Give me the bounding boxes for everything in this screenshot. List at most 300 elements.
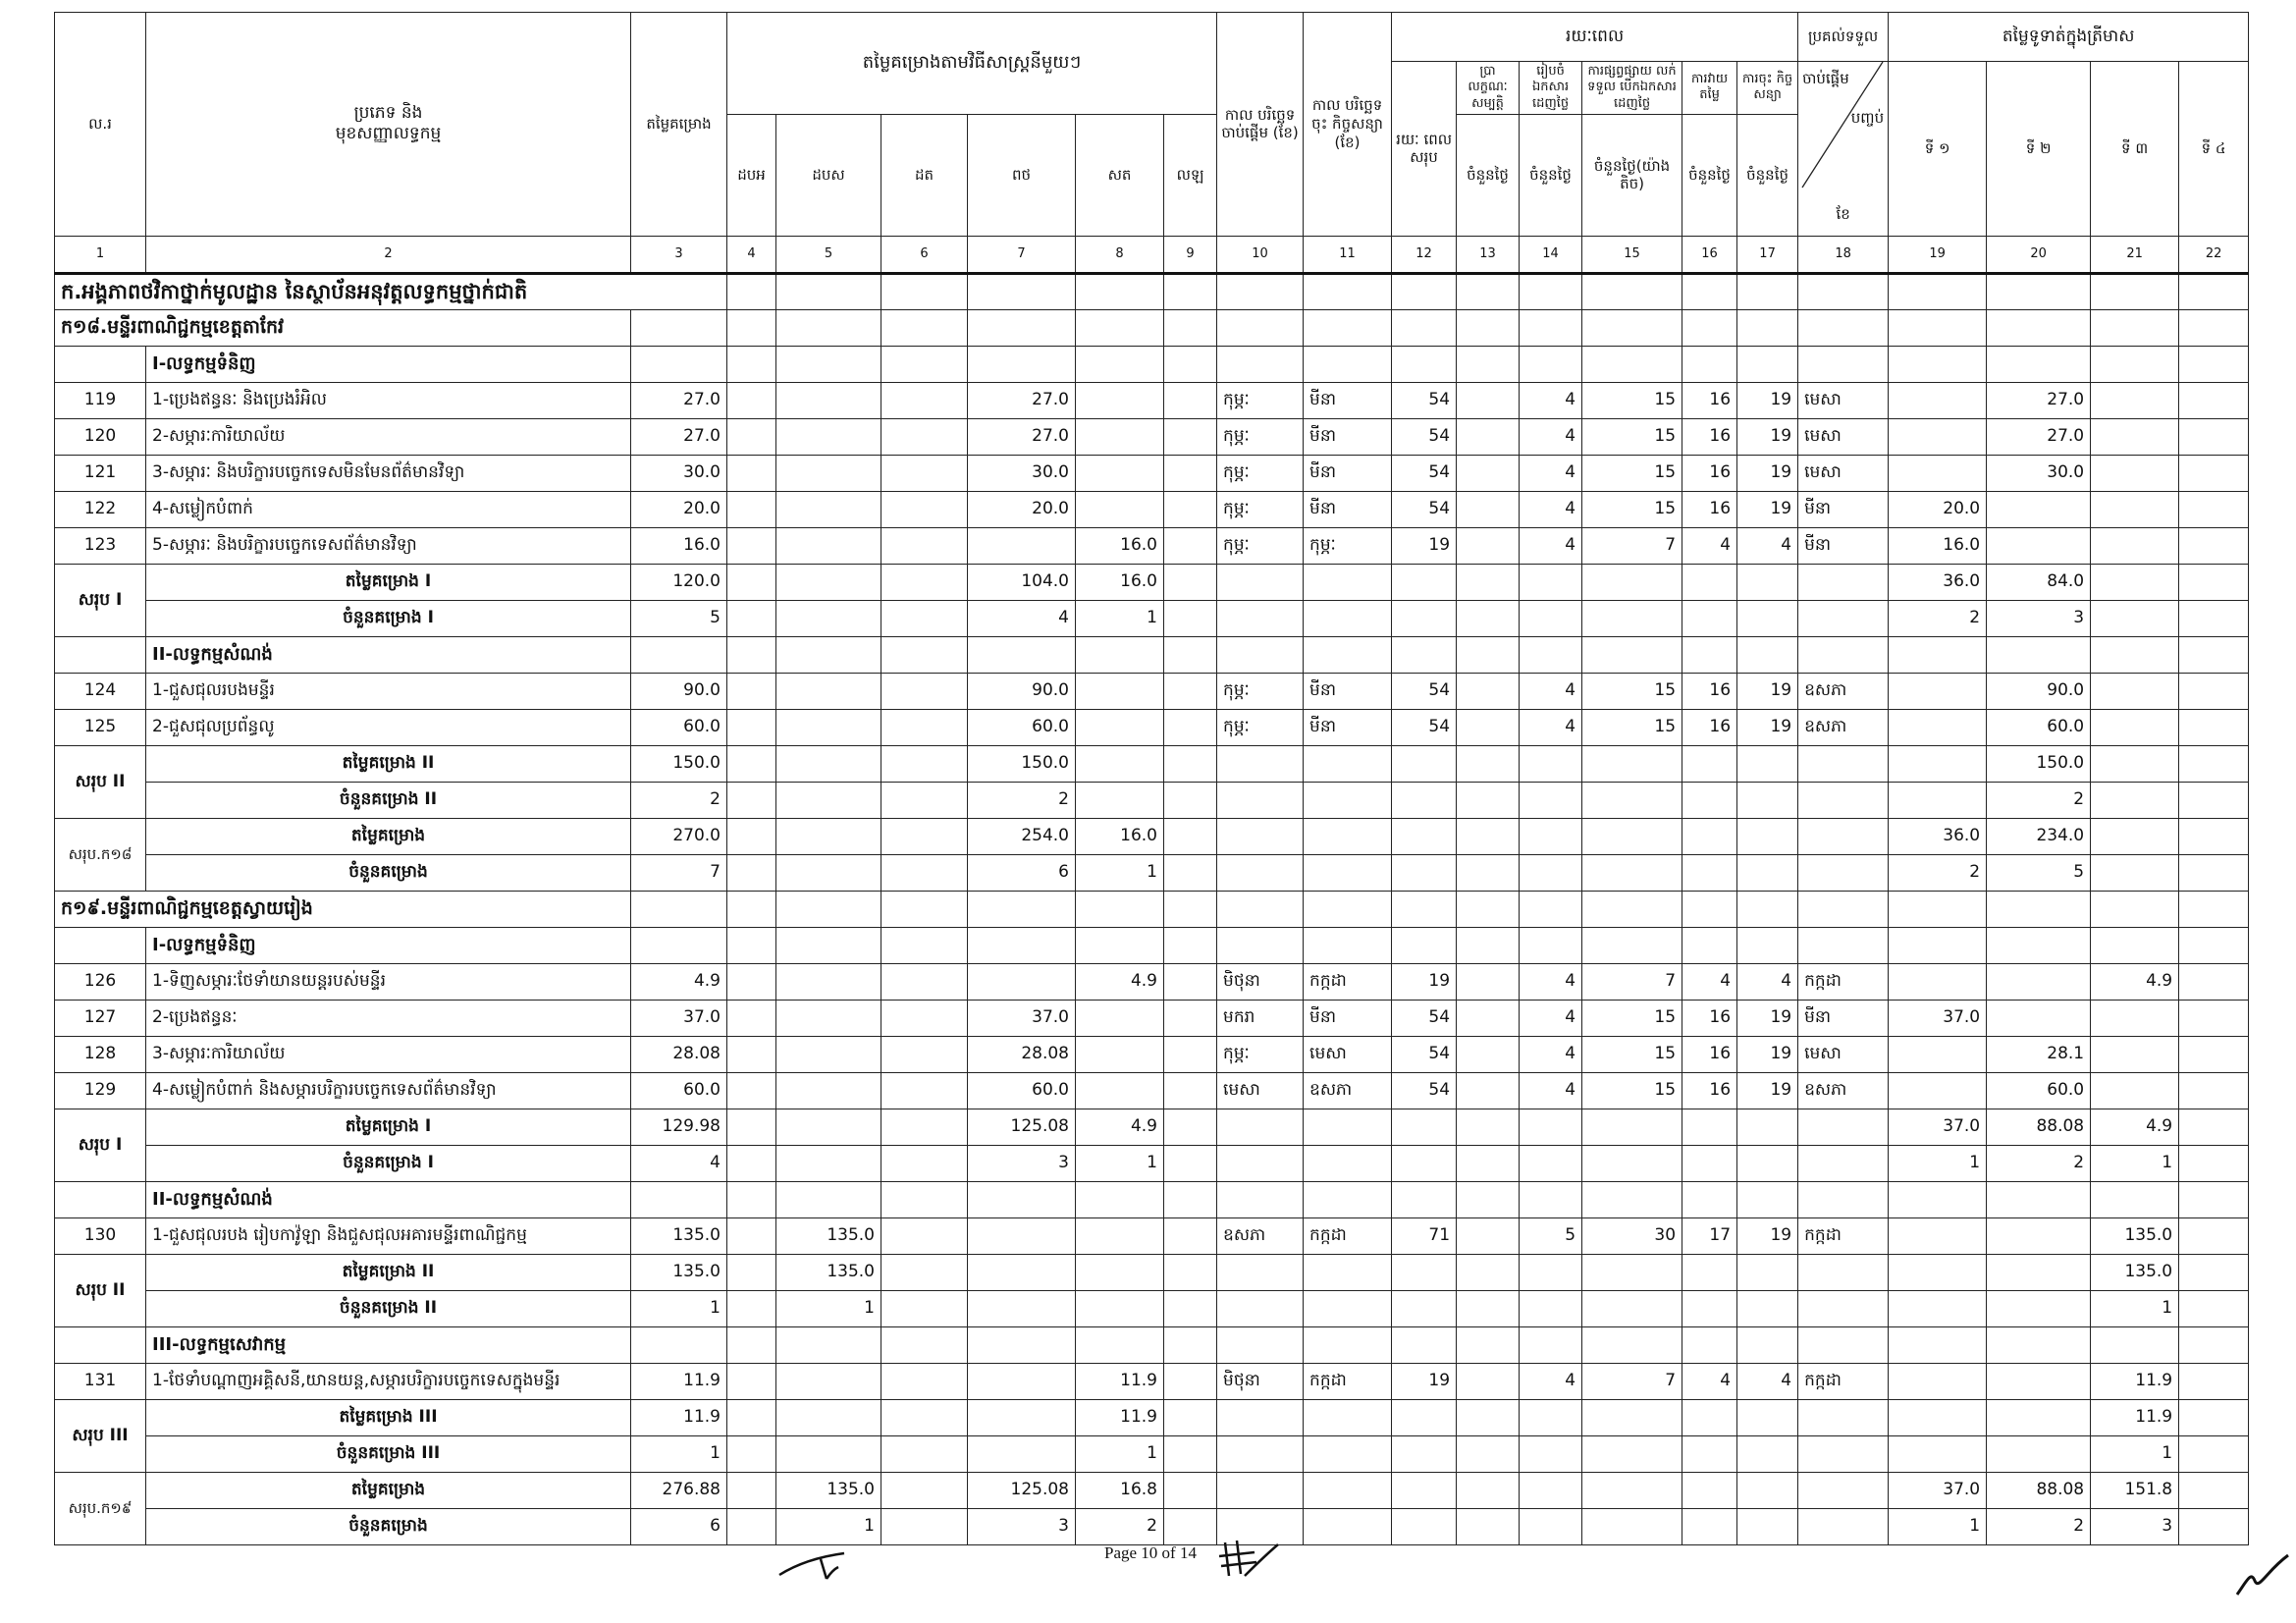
col-5: [776, 455, 881, 491]
subtotal-row: [55, 818, 2249, 854]
col-21: [2091, 455, 2179, 491]
col-7: 27.0: [968, 382, 1076, 418]
subtotal-row: [55, 1399, 2249, 1435]
col-7: 104.0: [968, 564, 1076, 600]
empty-cell: [1737, 309, 1798, 346]
col-5: [776, 854, 881, 891]
col-9: [1164, 1508, 1217, 1544]
col-4: [727, 1399, 776, 1435]
empty-cell: [1392, 346, 1457, 382]
col-17: 4: [1737, 963, 1798, 1000]
col-21: [2091, 1072, 2179, 1109]
col-14: 4: [1520, 1000, 1582, 1036]
empty-cell: [1217, 1399, 1304, 1435]
empty-cell: [968, 346, 1076, 382]
empty-cell: [1076, 891, 1164, 927]
col-11: កក្កដា: [1304, 1217, 1392, 1254]
empty-cell: [881, 636, 968, 673]
col-11: កុម្ភៈ: [1304, 527, 1392, 564]
header-method-dbs: ដបស: [776, 114, 881, 236]
col-9: [1164, 564, 1217, 600]
empty-cell: [1457, 1290, 1520, 1326]
empty-cell: [776, 927, 881, 963]
col-8: [1076, 491, 1164, 527]
col-17: 19: [1737, 1000, 1798, 1036]
empty-cell: [1457, 818, 1520, 854]
empty-cell: [1304, 1508, 1392, 1544]
col-18: កក្កដា: [1798, 1217, 1889, 1254]
header-sign-period: កាល បរិច្ឆេទចុះ កិច្ចសន្យា (ខែ): [1304, 13, 1392, 237]
header-no: ល.រ: [55, 13, 146, 237]
col-10: កុម្ភៈ: [1217, 382, 1304, 418]
col-5: [776, 782, 881, 818]
empty-cell: [1798, 1435, 1889, 1472]
empty-cell: [1582, 1109, 1682, 1145]
col-8: [1076, 1036, 1164, 1072]
empty-cell: [1076, 927, 1164, 963]
empty-cell: [1987, 891, 2091, 927]
header-method-ll: លឡ: [1164, 114, 1217, 236]
col-3: 1: [631, 1290, 727, 1326]
col-15: 15: [1582, 418, 1682, 455]
subtotal-row: [55, 564, 2249, 600]
empty-cell: [1582, 818, 1682, 854]
col-20: [1987, 1435, 2091, 1472]
empty-cell: [1392, 1435, 1457, 1472]
col-9: [1164, 1145, 1217, 1181]
empty-cell: [1582, 309, 1682, 346]
col-17: 19: [1737, 382, 1798, 418]
empty-cell: [1798, 745, 1889, 782]
empty-cell: [1520, 600, 1582, 636]
subtotal-label: សរុប I: [55, 564, 146, 636]
empty-cell: [1889, 891, 1987, 927]
col-8: [1076, 382, 1164, 418]
empty-cell: [1164, 891, 1217, 927]
column-number: 21: [2091, 236, 2179, 273]
empty-cell: [1076, 346, 1164, 382]
empty-cell: [1737, 1145, 1798, 1181]
col-19: 1: [1889, 1145, 1987, 1181]
col-15: 15: [1582, 709, 1682, 745]
empty-cell: [727, 1181, 776, 1217]
empty-cell: [968, 636, 1076, 673]
col-4: [727, 1363, 776, 1399]
col-21: [2091, 782, 2179, 818]
subtotal-row: [55, 1472, 2249, 1508]
column-number: 6: [881, 236, 968, 273]
col-21: [2091, 527, 2179, 564]
subtotal-text: តម្លៃគម្រោង I: [146, 1109, 631, 1145]
col-8: [1076, 1217, 1164, 1254]
col-13: [1457, 963, 1520, 1000]
col-7: [968, 527, 1076, 564]
col-14: 4: [1520, 527, 1582, 564]
column-number: 7: [968, 236, 1076, 273]
col-8: 16.0: [1076, 564, 1164, 600]
col-22: [2179, 382, 2249, 418]
subtotal-text: ចំនួនគម្រោង II: [146, 782, 631, 818]
col-9: [1164, 382, 1217, 418]
subtotal-label: សរុប.ក១៩: [55, 1472, 146, 1544]
section-row: [55, 891, 2249, 927]
empty-cell: [1682, 600, 1737, 636]
col-20: 90.0: [1987, 673, 2091, 709]
col-9: [1164, 455, 1217, 491]
col-10: មិថុនា: [1217, 963, 1304, 1000]
empty-cell: [1457, 1508, 1520, 1544]
initials-mark-center: [1215, 1537, 1284, 1584]
empty-cell: [1217, 636, 1304, 673]
empty-cell: [1520, 1472, 1582, 1508]
col-3: 5: [631, 600, 727, 636]
group-title: I-លទ្ធកម្មទំនិញ: [146, 346, 631, 382]
col-8: 11.9: [1076, 1399, 1164, 1435]
col-20: [1987, 491, 2091, 527]
col-22: [2179, 1435, 2249, 1472]
col-20: [1987, 1399, 2091, 1435]
group-row: [55, 1326, 2249, 1363]
header-methods-group: តម្លៃគម្រោងតាមវិធីសាស្ត្រនីមួយៗ: [727, 13, 1217, 115]
col-19: [1889, 963, 1987, 1000]
col-9: [1164, 673, 1217, 709]
subtotal-row: [55, 1254, 2249, 1290]
col-7: 37.0: [968, 1000, 1076, 1036]
header-delivery: ប្រគល់ទទួល: [1798, 13, 1889, 62]
subtotal-text: ចំនួនគម្រោង: [146, 854, 631, 891]
item-name: 2-ជួសជុលប្រព័ន្ធលូ: [146, 709, 631, 745]
empty-cell: [1392, 782, 1457, 818]
empty-cell: [1392, 745, 1457, 782]
col-22: [2179, 1000, 2249, 1036]
col-5: [776, 1363, 881, 1399]
col-7: 60.0: [968, 1072, 1076, 1109]
column-number: 11: [1304, 236, 1392, 273]
item-no: 127: [55, 1000, 146, 1036]
col-6: [881, 491, 968, 527]
empty-cell: [1737, 782, 1798, 818]
empty-cell: [1304, 782, 1392, 818]
empty-cell: [1798, 636, 1889, 673]
column-number: 18: [1798, 236, 1889, 273]
col-10: ឧសភា: [1217, 1217, 1304, 1254]
empty-cell: [1457, 636, 1520, 673]
group-row: [55, 346, 2249, 382]
empty-cell: [1520, 636, 1582, 673]
column-number: 14: [1520, 236, 1582, 273]
col-22: [2179, 1072, 2249, 1109]
empty-cell: [1164, 636, 1217, 673]
col-21: [2091, 673, 2179, 709]
col-19: [1889, 782, 1987, 818]
col-20: 5: [1987, 854, 2091, 891]
col-19: 16.0: [1889, 527, 1987, 564]
col-3: 11.9: [631, 1399, 727, 1435]
col-11: កក្កដា: [1304, 963, 1392, 1000]
empty-cell: [881, 346, 968, 382]
col-18: កក្កដា: [1798, 963, 1889, 1000]
col-12: 54: [1392, 1036, 1457, 1072]
col-9: [1164, 1000, 1217, 1036]
empty-cell: [1582, 854, 1682, 891]
col-10: កុម្ភៈ: [1217, 418, 1304, 455]
col-19: 37.0: [1889, 1472, 1987, 1508]
header-delivery-start-end: [1798, 62, 1889, 237]
item-no: 123: [55, 527, 146, 564]
item-name: 1-ជួសជុលរបង រៀបកាវ៉ូឡា និងជួសជុលអគារមន្ទីរពាណិជ្ជកម្ម: [146, 1217, 631, 1254]
empty-cell: [727, 927, 776, 963]
col-20: 88.08: [1987, 1109, 2091, 1145]
item-no: 128: [55, 1036, 146, 1072]
col-14: 4: [1520, 455, 1582, 491]
col-7: 90.0: [968, 673, 1076, 709]
col-5: [776, 527, 881, 564]
col-4: [727, 709, 776, 745]
empty-cell: [1889, 346, 1987, 382]
empty-cell: [1304, 818, 1392, 854]
col-13: [1457, 673, 1520, 709]
col-21: 1: [2091, 1435, 2179, 1472]
title-row: ក.អង្គភាពថវិកាថ្នាក់មូលដ្ឋាន នៃស្ថាប័នអនុវត្តលទ្ធកម្មថ្នាក់ជាតិ: [55, 273, 727, 309]
col-12: 19: [1392, 527, 1457, 564]
col-4: [727, 1472, 776, 1508]
empty-cell: [1682, 854, 1737, 891]
empty-cell: [1457, 564, 1520, 600]
empty-cell: [2179, 636, 2249, 673]
col-22: [2179, 1036, 2249, 1072]
empty-cell: [2091, 891, 2179, 927]
empty-cell: [1457, 1472, 1520, 1508]
col-12: 54: [1392, 382, 1457, 418]
col-9: [1164, 963, 1217, 1000]
col-22: [2179, 527, 2249, 564]
item-name: 2-សម្ភារៈការិយាល័យ: [146, 418, 631, 455]
item-name: 2-ប្រេងឥន្ធនៈ: [146, 1000, 631, 1036]
header-q1: ទី ១: [1889, 62, 1987, 237]
col-22: [2179, 1363, 2249, 1399]
empty-cell: [2091, 309, 2179, 346]
empty-cell: [1457, 854, 1520, 891]
group-row: [55, 636, 2249, 673]
col-10: កុម្ភៈ: [1217, 455, 1304, 491]
subtotal-label: សរុប III: [55, 1399, 146, 1472]
empty-cell: [1304, 854, 1392, 891]
empty-cell: [1682, 1109, 1737, 1145]
empty-cell: [1217, 1290, 1304, 1326]
col-3: 60.0: [631, 709, 727, 745]
col-5: [776, 1109, 881, 1145]
empty-cell: [2091, 1181, 2179, 1217]
empty-cell: [1304, 1326, 1392, 1363]
col-6: [881, 745, 968, 782]
col-9: [1164, 1036, 1217, 1072]
col-21: 11.9: [2091, 1363, 2179, 1399]
header-duration-group: រយៈពេល: [1392, 13, 1798, 62]
empty-cell: [727, 309, 776, 346]
col-21: [2091, 491, 2179, 527]
col-3: 16.0: [631, 527, 727, 564]
col-5: [776, 564, 881, 600]
empty-cell: [1392, 1326, 1457, 1363]
empty-cell: [1798, 564, 1889, 600]
empty-cell: [1164, 927, 1217, 963]
col-21: [2091, 818, 2179, 854]
col-3: 129.98: [631, 1109, 727, 1145]
col-22: [2179, 564, 2249, 600]
header-delivery-end: បញ្ចប់: [1850, 109, 1885, 127]
col-20: 88.08: [1987, 1472, 2091, 1508]
item-no: 125: [55, 709, 146, 745]
header-method-dbo: ដបអ: [727, 114, 776, 236]
col-8: 16.0: [1076, 818, 1164, 854]
col-4: [727, 418, 776, 455]
header-delivery-month: ខែ: [1836, 205, 1850, 223]
empty-cell: [1304, 1290, 1392, 1326]
col-12: 71: [1392, 1217, 1457, 1254]
column-number: 2: [146, 236, 631, 273]
col-5: [776, 491, 881, 527]
col-13: [1457, 1363, 1520, 1399]
col-4: [727, 527, 776, 564]
empty-cell: [1682, 1399, 1737, 1435]
col-18: មីនា: [1798, 491, 1889, 527]
col-4: [727, 491, 776, 527]
empty-cell: [1737, 346, 1798, 382]
col-3: 150.0: [631, 745, 727, 782]
empty-cell: [1392, 891, 1457, 927]
col-20: 3: [1987, 600, 2091, 636]
col-16: 4: [1682, 1363, 1737, 1399]
empty-cell: [1217, 309, 1304, 346]
empty-cell: [1798, 927, 1889, 963]
empty-cell: [1076, 636, 1164, 673]
empty-cell: [776, 636, 881, 673]
empty-cell: [55, 1181, 146, 1217]
empty-cell: [1304, 564, 1392, 600]
col-16: 16: [1682, 1072, 1737, 1109]
empty-cell: [1520, 309, 1582, 346]
col-3: 270.0: [631, 818, 727, 854]
col-17: 4: [1737, 527, 1798, 564]
col-7: 60.0: [968, 709, 1076, 745]
col-15: 15: [1582, 1036, 1682, 1072]
header-delivery-start: ចាប់ផ្តើម: [1802, 70, 1849, 87]
empty-cell: [1798, 1508, 1889, 1544]
col-20: [1987, 963, 2091, 1000]
header-days-bid: ចំនួនថ្ងៃ(យ៉ាង តិច): [1582, 114, 1682, 236]
empty-cell: [2179, 927, 2249, 963]
col-9: [1164, 1472, 1217, 1508]
empty-cell: [2091, 636, 2179, 673]
empty-cell: [1457, 1181, 1520, 1217]
empty-cell: [2091, 927, 2179, 963]
col-22: [2179, 491, 2249, 527]
empty-cell: [1457, 1254, 1520, 1290]
empty-cell: [968, 1181, 1076, 1217]
empty-cell: [1457, 745, 1520, 782]
empty-cell: [1520, 818, 1582, 854]
empty-cell: [631, 636, 727, 673]
col-5: [776, 818, 881, 854]
header-q3: ទី ៣: [2091, 62, 2179, 237]
col-17: 19: [1737, 418, 1798, 455]
item-name: 5-សម្ភារៈ និងបរិក្ខារបច្ចេកទេសព័ត៌មានវិទ្យា: [146, 527, 631, 564]
col-8: [1076, 418, 1164, 455]
col-7: 4: [968, 600, 1076, 636]
col-6: [881, 1290, 968, 1326]
col-5: [776, 600, 881, 636]
col-19: 36.0: [1889, 564, 1987, 600]
col-19: [1889, 709, 1987, 745]
col-5: [776, 1036, 881, 1072]
col-9: [1164, 854, 1217, 891]
item-no: 119: [55, 382, 146, 418]
col-3: 1: [631, 1435, 727, 1472]
col-21: [2091, 382, 2179, 418]
col-21: [2091, 854, 2179, 891]
header-dur-bid: ការផ្សព្វផ្សាយ លក់ ទទួល បើកឯកសារ ដេញថ្លៃ: [1582, 62, 1682, 115]
header-days-doc: ចំនួនថ្ងៃ: [1520, 114, 1582, 236]
col-16: 16: [1682, 1000, 1737, 1036]
empty-cell: [1304, 745, 1392, 782]
col-13: [1457, 1217, 1520, 1254]
col-6: [881, 1399, 968, 1435]
empty-cell: [1217, 1145, 1304, 1181]
empty-cell: [1520, 1145, 1582, 1181]
col-20: 27.0: [1987, 418, 2091, 455]
empty-cell: [1798, 600, 1889, 636]
table-row: [55, 382, 2249, 418]
col-5: [776, 709, 881, 745]
empty-cell: [727, 636, 776, 673]
empty-cell: [1520, 927, 1582, 963]
col-5: 135.0: [776, 1472, 881, 1508]
subtotal-row: [55, 745, 2249, 782]
col-20: 2: [1987, 1145, 2091, 1181]
item-no: 130: [55, 1217, 146, 1254]
col-7: 2: [968, 782, 1076, 818]
item-name: 1-ទិញសម្ភារៈថែទាំយានយន្តរបស់មន្ទីរ: [146, 963, 631, 1000]
col-7: [968, 1290, 1076, 1326]
col-4: [727, 1036, 776, 1072]
col-13: [1457, 1072, 1520, 1109]
col-18: ឧសភា: [1798, 709, 1889, 745]
empty-cell: [1737, 1181, 1798, 1217]
col-17: 19: [1737, 1036, 1798, 1072]
empty-cell: [776, 346, 881, 382]
col-22: [2179, 1254, 2249, 1290]
empty-cell: [1798, 1109, 1889, 1145]
column-number: 5: [776, 236, 881, 273]
col-7: 254.0: [968, 818, 1076, 854]
empty-cell: [776, 1181, 881, 1217]
empty-cell: [1582, 636, 1682, 673]
col-9: [1164, 527, 1217, 564]
col-12: 54: [1392, 673, 1457, 709]
empty-cell: [1582, 1399, 1682, 1435]
column-number: 4: [727, 236, 776, 273]
col-21: 3: [2091, 1508, 2179, 1544]
col-5: [776, 1072, 881, 1109]
col-6: [881, 782, 968, 818]
col-22: [2179, 854, 2249, 891]
empty-cell: [1682, 1435, 1737, 1472]
empty-cell: [1682, 1326, 1737, 1363]
col-16: 17: [1682, 1217, 1737, 1254]
col-5: [776, 418, 881, 455]
col-7: 20.0: [968, 491, 1076, 527]
col-3: 27.0: [631, 418, 727, 455]
